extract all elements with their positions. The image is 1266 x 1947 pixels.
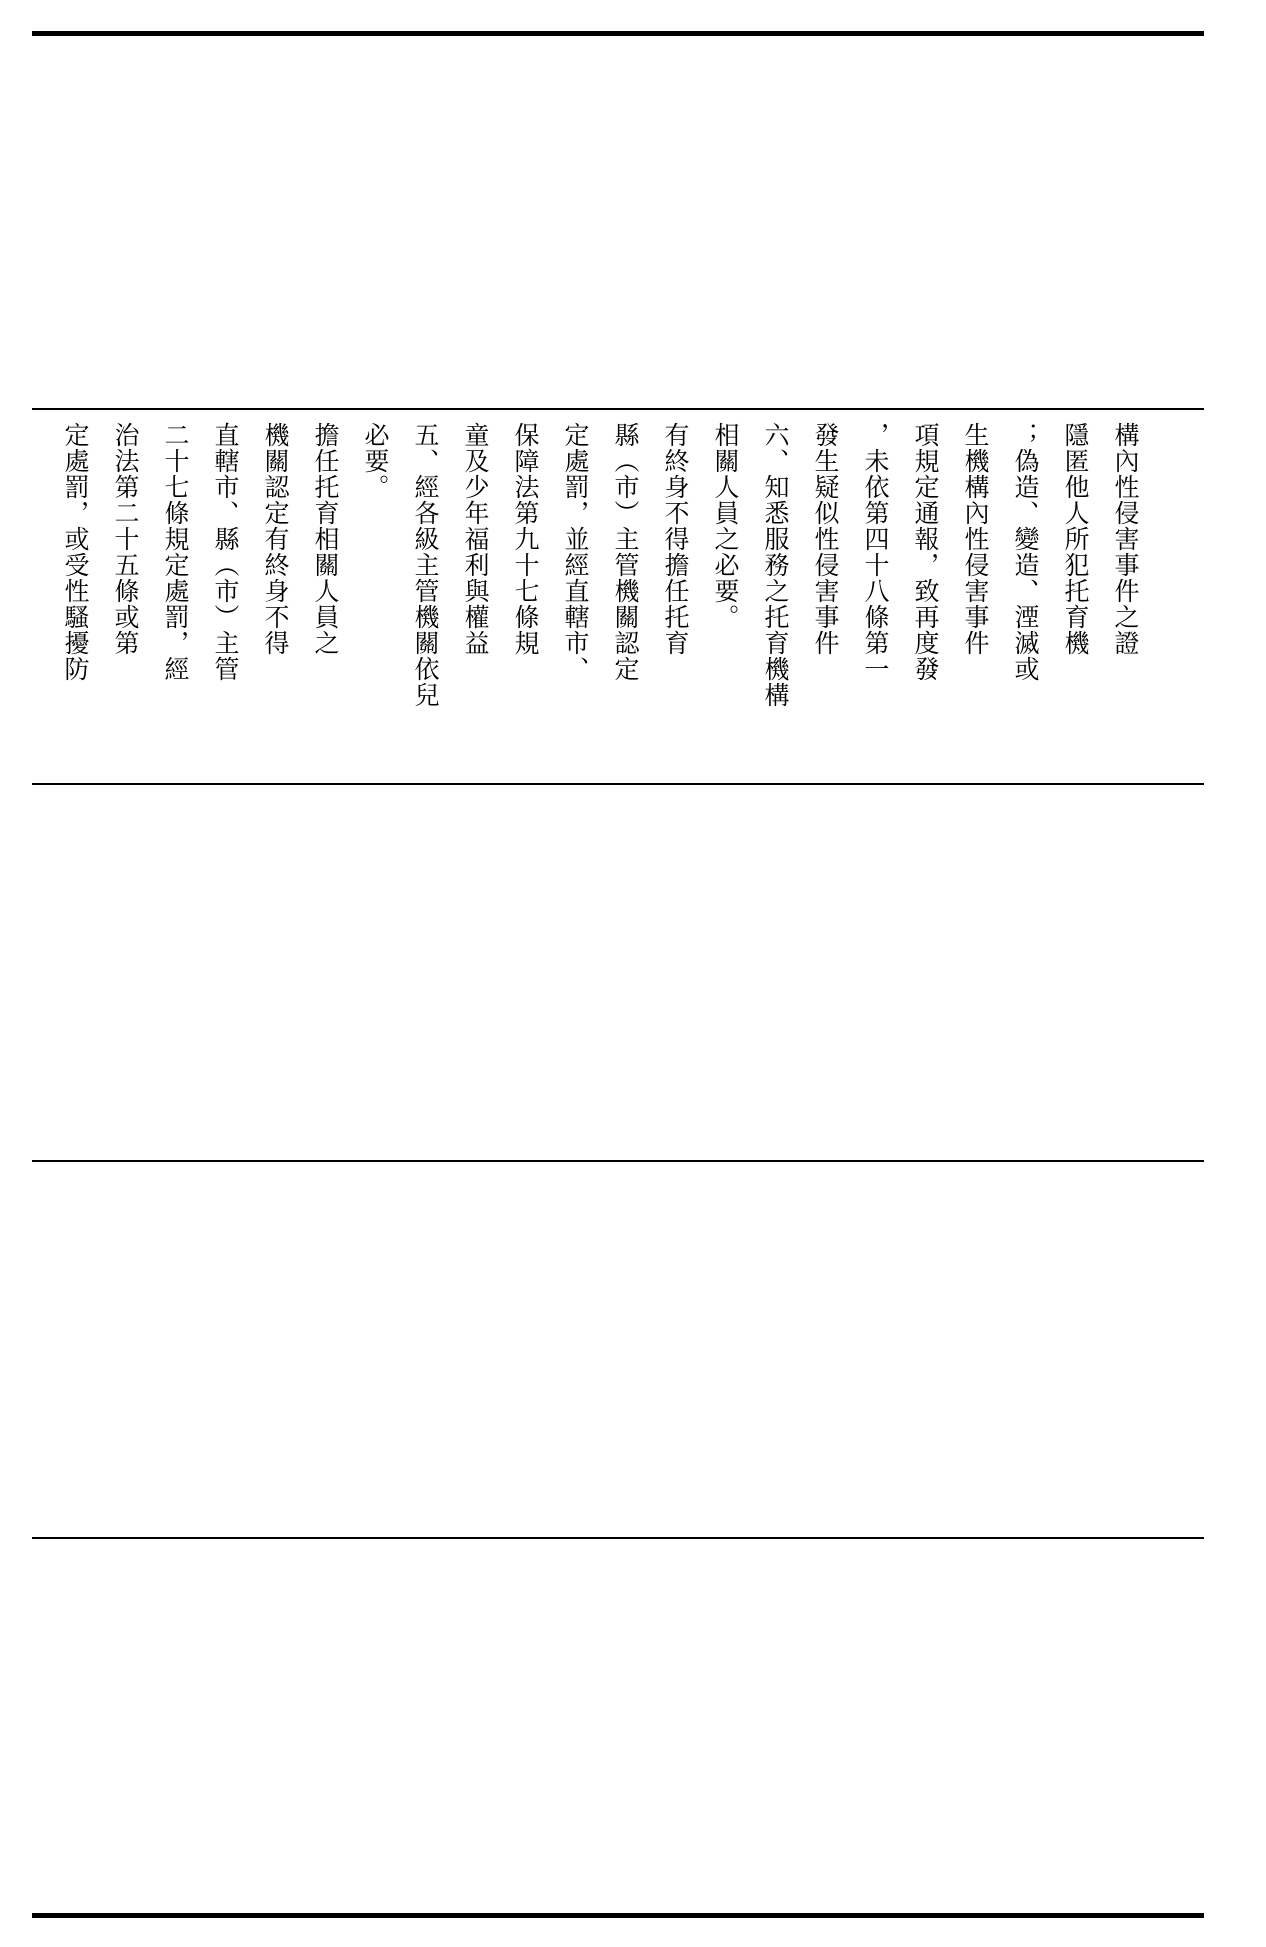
text-column: 機關認定有終身不得 bbox=[261, 422, 290, 656]
text-column: 五、經各級主管機關依兒 bbox=[411, 422, 440, 708]
text-column: 治法第二十五條或第 bbox=[111, 422, 140, 656]
bottom-rule bbox=[32, 1913, 1204, 1918]
text-column: 構內性侵害事件之證 bbox=[1111, 422, 1140, 656]
text-column: ；偽造、變造、湮滅或 bbox=[1011, 422, 1040, 682]
row-divider bbox=[32, 1160, 1204, 1162]
text-column: 必要。 bbox=[361, 422, 390, 500]
text-column: 項規定通報，致再度發 bbox=[911, 422, 940, 682]
vertical-text-cell bbox=[38, 412, 1204, 780]
text-column: 定處罰，並經直轄市、 bbox=[561, 422, 590, 682]
top-rule bbox=[32, 31, 1204, 36]
row-divider bbox=[32, 1537, 1204, 1539]
text-column: 保障法第九十七條規 bbox=[511, 422, 540, 656]
text-column: 生機構內性侵害事件 bbox=[961, 422, 990, 656]
text-column: 二十七條規定處罰，經 bbox=[161, 422, 190, 682]
text-column: 直轄市、縣（市）主管 bbox=[211, 422, 240, 682]
text-column: ，未依第四十八條第一 bbox=[861, 422, 890, 682]
text-column: 六、知悉服務之托育機構 bbox=[761, 422, 790, 708]
text-column: 發生疑似性侵害事件 bbox=[811, 422, 840, 656]
text-column: 童及少年福利與權益 bbox=[461, 422, 490, 656]
text-column: 有終身不得擔任托育 bbox=[661, 422, 690, 656]
text-column: 縣（市）主管機關認定 bbox=[611, 422, 640, 682]
text-column: 相關人員之必要。 bbox=[711, 422, 740, 630]
text-column: 隱匿他人所犯托育機 bbox=[1061, 422, 1090, 656]
text-column: 擔任托育相關人員之 bbox=[311, 422, 340, 656]
row-divider bbox=[32, 408, 1204, 410]
text-column: 定處罰，或受性騷擾防 bbox=[61, 422, 90, 682]
row-divider bbox=[32, 783, 1204, 785]
